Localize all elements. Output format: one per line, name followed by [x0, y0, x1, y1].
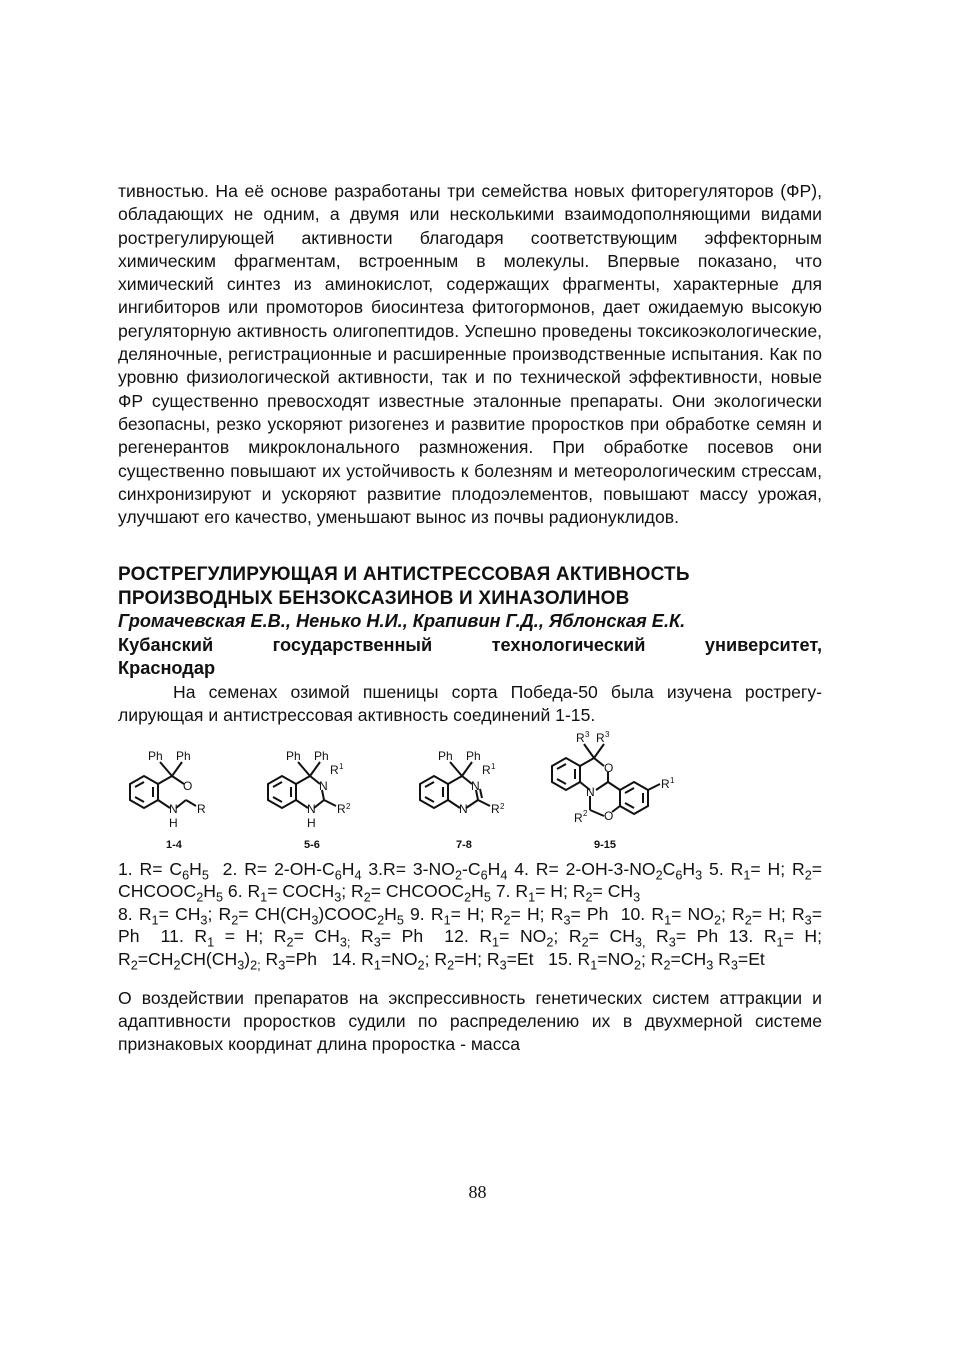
- article-abstract: На семенах озимой пшеницы сорта Победа-50 была изучена рострегу-лирующая и антистрессовая активность соединений 1-15.: [118, 681, 822, 726]
- article-affiliation-city: Краснодар: [118, 658, 216, 679]
- atom-o: O: [183, 778, 193, 793]
- atom-r: R: [197, 801, 206, 816]
- atom-r1: R: [482, 762, 491, 777]
- structures-svg: [118, 729, 822, 852]
- atom-sup3: 3: [585, 729, 590, 739]
- atom-n: N: [307, 801, 316, 816]
- atom-n: N: [459, 801, 468, 816]
- atom-n: N: [471, 778, 480, 793]
- page-number: 88: [468, 1182, 487, 1202]
- atom-r3: R: [576, 730, 585, 745]
- structure-label: 5-6: [304, 838, 320, 851]
- atom-r1: R: [661, 776, 670, 791]
- atom-h: H: [169, 815, 178, 830]
- compounds-list-2: 8. $R_1= CH_3$; $R_2=$ $CH(CH_3)COOC_2H_5$ 9. $R_1= H$; $R_2= H$; $R_3= Ph$ 10. $R_1= NO_2$; $R_2= H$; $R_3= Ph$ 11. $R_1 = H$; $R_2= CH_{3;}$ $R_3= Ph$ 12. $R_1= NO_2$; $R_2= CH_{3,}$ $R_3= Ph$ 13. $R_1= H$; $R_2=CH_2CH(CH_3)_{2;}$ $R_3=Ph$ 14. $R_1=NO_2$; $R_2=H$; $R_3=Et$ 15. $R_1=NO_2$; $R_2=CH_3$ $R_3=Et$: [118, 903, 823, 973]
- atom-ph: Ph: [286, 748, 301, 763]
- atom-o: O: [604, 760, 614, 775]
- chemical-structures: [118, 729, 822, 852]
- atom-r2: R: [491, 801, 500, 816]
- atom-r1: R: [330, 762, 339, 777]
- atom-ph: Ph: [466, 748, 481, 763]
- atom-n: N: [169, 801, 178, 816]
- atom-sup2: 2: [500, 801, 505, 811]
- atom-sup1: 1: [491, 761, 496, 771]
- atom-ph: Ph: [176, 748, 191, 763]
- atom-n: N: [319, 778, 328, 793]
- atom-o: O: [604, 808, 614, 823]
- atom-sup1: 1: [670, 775, 675, 785]
- atom-ph: Ph: [148, 748, 163, 763]
- atom-n: N: [586, 784, 595, 799]
- article-title: [118, 563, 822, 610]
- article-authors: Громачевская Е.В., Ненько Н.И., Крапивин Г.Д., Яблонская Е.К.: [118, 611, 686, 632]
- atom-ph: Ph: [314, 748, 329, 763]
- atom-r3: R: [596, 730, 605, 745]
- atom-r2: R: [337, 801, 346, 816]
- final-paragraph: О воздействии препаратов на экспрессивность генетических систем аттракции и адаптивности проростков судили по распределению их в двухмерной системе признаковых координат длина проростка - масса: [118, 987, 822, 1055]
- atom-ph: Ph: [438, 748, 453, 763]
- page-body: [118, 180, 822, 1056]
- structure-label: 1-4: [166, 838, 182, 851]
- atom-r2: R: [574, 810, 583, 825]
- article-affiliation: Кубанский государственный технологический университет,: [118, 634, 822, 655]
- article-title-line1: РОСТРЕГУЛИРУЮЩАЯ И АНТИСТРЕССОВАЯ АКТИВНОСТЬ: [118, 564, 690, 586]
- atom-sup2: 2: [346, 801, 351, 811]
- atom-sup3: 3: [605, 729, 610, 739]
- atom-h: H: [307, 815, 316, 830]
- atom-sup1: 1: [339, 761, 344, 771]
- compounds-list-1: 1. $R= C_6H_5$ 2. $R= 2-OH-C_6H_4$ $3.R= 3-NO_2-C_6H_4$ 4. $R= 2-OH-3-NO_2C_6H_3$ 5. $R_1= H$; $R_2=$ $CHCOOC_2H_5$ 6. $R_1=$ $COCH_3$; $R_2=$ $CHCOOC_2H_5$ 7. $R_1= H$; $R_2= CH_3$: [118, 858, 823, 905]
- intro-paragraph: тивностью. На её основе разработаны три семейства новых фиторегуляторов (ФР), обладающих не одним, а двумя или несколькими взаимодополняющими видами рострегулирующей активности благодаря соответствующим эффекторным химическим фрагментам, встроенным в молекулы. Впервые показано, что химический синтез из аминокислот, содержащих фрагменты, характерные для ингибиторов или промоторов биосинтеза фитогормонов, дает ожидаемую высокую регуляторную активность олигопептидов. Успешно проведены токсикоэкологические, деляночные, регистрационные и расширенные производственные испытания. Как по уровню физиологической активности, так и по технической эффективности, новые ФР существенно превосходят известные эталонные препараты. Они экологически безопасны, резко ускоряют ризогенез и развитие проростков при обработке семян и регенерантов микроклонального размножения. При обработке посевов они существенно повышают их устойчивость к болезням и метеорологическим стрессам, синхронизируют и ускоряют развитие плодоэлементов, повышают массу урожая, улучшают его качество, уменьшают вынос из почвы радионуклидов.: [118, 181, 822, 528]
- atom-sup2: 2: [583, 808, 588, 818]
- structure-label: 7-8: [456, 838, 472, 851]
- structure-label: 9-15: [594, 838, 617, 851]
- article-title-line2: ПРОИЗВОДНЫХ БЕНЗОКСАЗИНОВ И ХИНАЗОЛИНОВ: [118, 587, 630, 609]
